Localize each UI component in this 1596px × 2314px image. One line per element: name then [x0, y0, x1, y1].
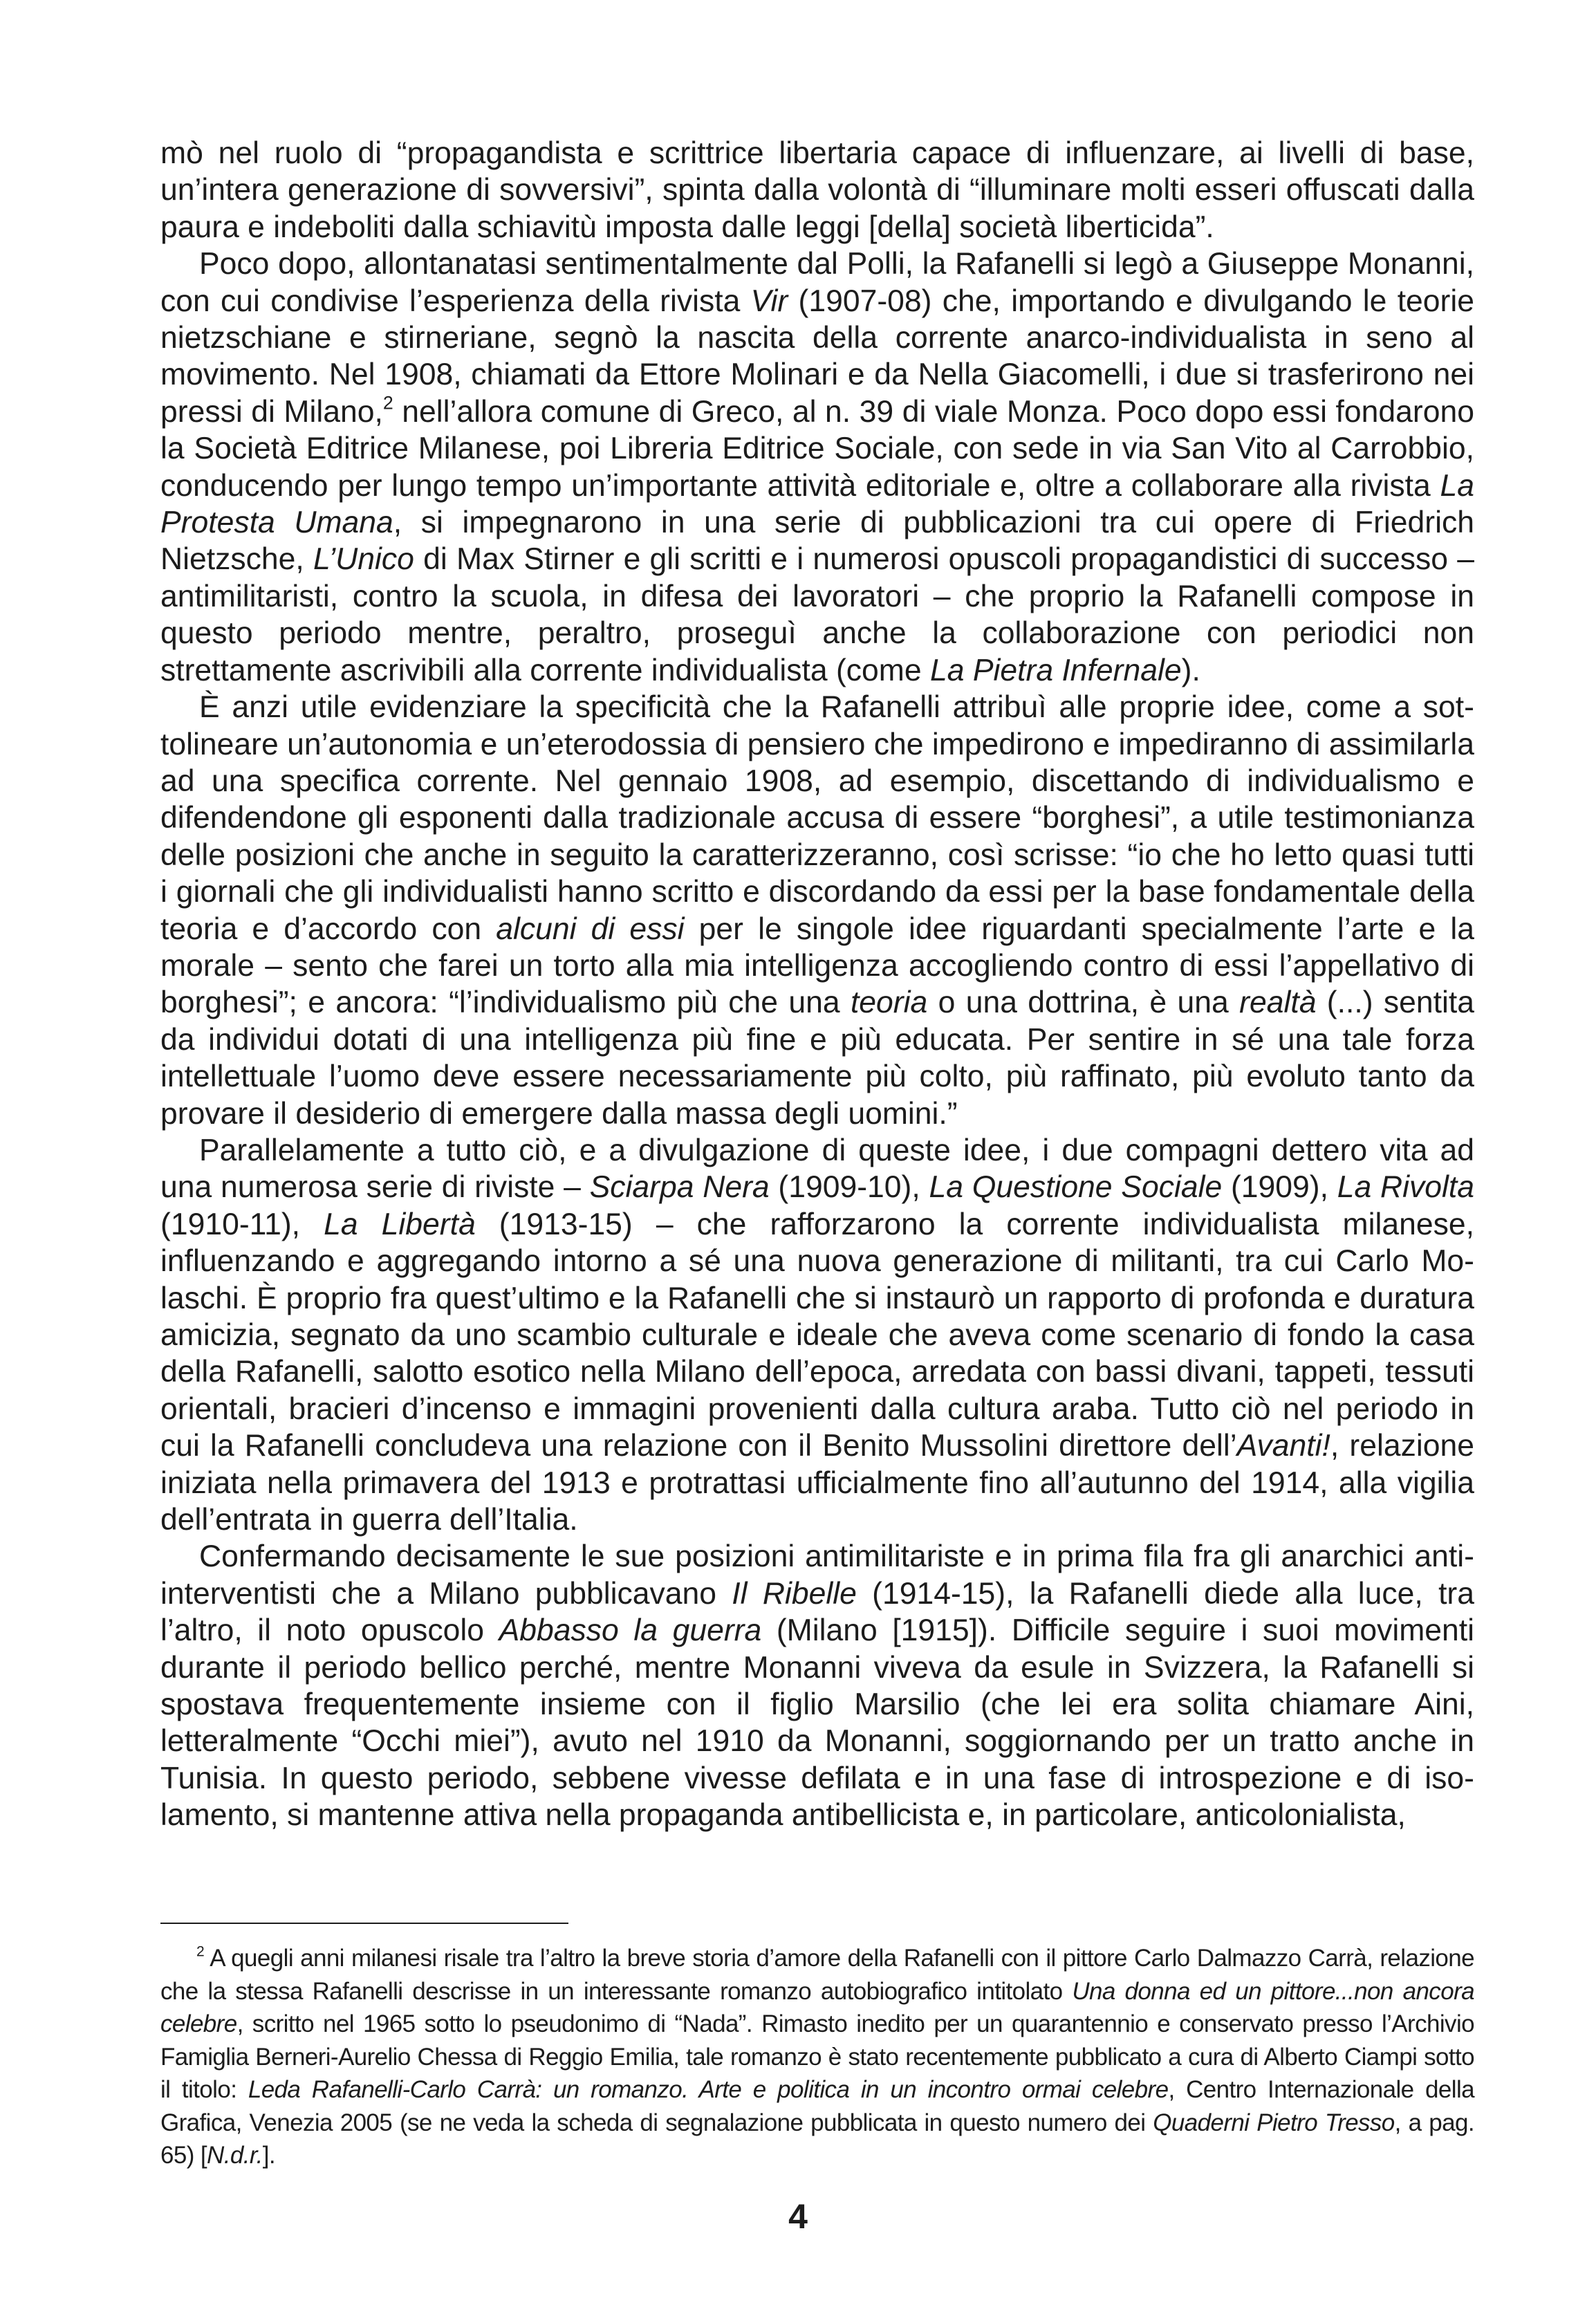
text-run: ].	[262, 2142, 275, 2169]
body-text	[160, 135, 1474, 1834]
text-run: (Milano [1915]). Difficile seguire i suoi movimenti durante il periodo bellico perché, mentre Monanni viveva da esule in Svizzera, la Rafanelli si spostava frequentemente insieme con il figlio Marsilio (che lei era solita chiamare Aini, letteralmente “Occhi miei”), avuto nel 1910 da Monanni, soggiornando per un tratto anche in Tunisia. In questo periodo, sebbene vivesse defilata e in una fase di introspezione e di isolamento, si mantenne attiva nella propaganda antibellicista e, in particolare, anticolonialista,	[160, 1613, 1475, 1833]
footnote-divider	[160, 1923, 568, 1924]
body-paragraph	[160, 689, 1474, 1132]
text-run: di Max Stirner e gli scritti e i numerosi opuscoli propagandistici di successo – antimilitaristi, contro la scuola, in difesa dei lavoratori – che proprio la Rafanelli compose in questo periodo mentre, peraltro, proseguì anche la collaborazione con periodici non strettamente ascrivibili alla corrente individualista (come	[160, 542, 1474, 687]
text-run: (1909-10),	[769, 1170, 929, 1205]
body-paragraph	[160, 1132, 1474, 1538]
footnote	[160, 1942, 1474, 2172]
italic-text-run: La Questione Sociale	[929, 1170, 1223, 1205]
text-run: , scritto nel 1965 sotto lo pseudonimo di “Nada”. Rimasto inedito per un quarantennio e conservato presso l’Archivio Famiglia Berneri-Aurelio Chessa di Reggio Emilia, tale romanzo è stato recentemente pubblicato a cura di Alberto Ciampi sotto il titolo:	[160, 2010, 1474, 2103]
text-run: È anzi utile evidenziare la specificità che la Rafanelli attribuì alle proprie idee, come a sottolineare un’autonomia e un’eterodossia di pensiero che impedirono e impediranno di assimilarla ad una specifica corrente. Nel gennaio 1908, ad esempio, discettando di individualismo e difendendone gli esponenti dalla tradizionale accusa di essere “borghesi”, a utile testimonianza delle posizioni che anche in seguito la caratterizzeranno, così scrisse: “io che ho letto quasi tutti i giornali che gli individualisti hanno scritto e discordando da essi per la base fondamentale della teoria e d’accordo con	[160, 690, 1474, 946]
text-run: ).	[1181, 653, 1200, 687]
italic-text-run: La Protesta Umana	[160, 468, 1474, 540]
italic-text-run: alcuni di essi	[496, 911, 685, 946]
italic-text-run: N.d.r.	[207, 2142, 263, 2169]
body-paragraph	[160, 1538, 1474, 1833]
footnote-marker: 2	[196, 1943, 205, 1960]
text-run: , a pag. 65) [	[160, 2109, 1474, 2169]
text-run: per le singole idee riguardanti specialmente l’arte e la morale – sento che farei un torto alla mia intelligenza accogliendo contro di essi l’appellativo di borghesi”; e ancora: “l’individualismo più che una	[160, 911, 1474, 1020]
italic-text-run: Leda Rafanelli-Carlo Carrà: un romanzo. Arte e politica in un incontro ormai celebre	[248, 2076, 1169, 2103]
text-run: (1913-15) – che rafforzarono la corrente individualista milanese, influenzando e aggregando intorno a sé una nuova generazione di militanti, tra cui Carlo Molaschi. È proprio fra quest’ultimo e la Rafanelli che si instaurò un rapporto di profonda e duratura amicizia, segnato da uno scambio culturale e ideale che aveva come scenario di fondo la casa della Rafanelli, salotto esotico nella Milano dell’epoca, arredata con bassi divani, tappeti, tessuti orientali, bracieri d’incenso e immagini provenienti dalla cultura araba. Tutto ciò nel periodo in cui la Rafanelli concludeva una relazione con il Benito Mussolini direttore dell’	[160, 1207, 1474, 1463]
text-run: (1907-08) che, importando e divulgando le teorie nietzschiane e stirneriane, segnò la nascita della corrente anarco-individualista in seno al movimento. Nel 1908, chiamati da Ettore Molinari e da Nella Giacomelli, i due si trasferirono nei pressi di Milano,	[160, 284, 1475, 429]
text-run: (1910-11),	[160, 1207, 324, 1241]
body-paragraph	[160, 246, 1474, 689]
text-run: A quegli anni milanesi risale tra l’altro la breve storia d’amore della Rafanelli con il pittore Carlo Dalmazzo Carrà, relazione che la stessa Rafanelli descrisse in un interessante romanzo autobiografico intitolato	[160, 1945, 1474, 2005]
text-run: , si impegnarono in una serie di pubblicazioni tra cui opere di Friedrich Nietzsche,	[160, 506, 1474, 577]
footnote-reference: 2	[382, 392, 393, 414]
italic-text-run: realtà	[1239, 985, 1317, 1020]
text-run: mò nel ruolo di “propagandista e scrittrice libertaria capace di influenzare, ai livelli di base, un’intera generazione di sovversivi”, spinta dalla volontà di “illuminare molti esseri offuscati dalla paura e indeboliti dalla schiavitù imposta dalle leggi [della] società liberticida”.	[160, 136, 1474, 244]
italic-text-run: Una donna ed un pittore...non ancora celebre	[160, 1977, 1474, 2037]
italic-text-run: Sciarpa Nera	[589, 1170, 770, 1205]
text-run: (...) sentita da individui dotati di una intelligenza più fine e più educata. Per sentire in sé una tale forza intellettuale l’uomo deve essere necessariamente più colto, più raffinato, più evoluto tanto da provare il desiderio di emergere dalla massa degli uomini.”	[160, 985, 1474, 1131]
italic-text-run: Abbasso la guerra	[499, 1613, 762, 1648]
italic-text-run: La Rivolta	[1337, 1170, 1474, 1205]
italic-text-run: La Pietra Infernale	[929, 653, 1182, 687]
text-run: , Centro Internazionale della Grafica, Venezia 2005 (se ne veda la scheda di segnalazione pubblicata in questo numero dei	[160, 2076, 1474, 2136]
italic-text-run: Il Ribelle	[732, 1576, 857, 1611]
text-run: , relazione iniziata nella primavera del 1913 e protrattasi ufficialmente fino all’autunno del 1914, alla vigilia dell’entrata in guerra dell’Italia.	[160, 1429, 1474, 1537]
italic-text-run: Vir	[750, 284, 788, 318]
text-run: Confermando decisamente le sue posizioni antimilitariste e in prima fila fra gli anarchici anti-interventisti che a Milano pubblicavano	[160, 1539, 1474, 1611]
italic-text-run: Quaderni Pietro Tresso	[1153, 2109, 1395, 2136]
text-run: o una dottrina, è una	[927, 985, 1240, 1020]
text-run: (1909),	[1222, 1170, 1337, 1205]
text-run: (1914-15), la Rafanelli diede alla luce, tra l’altro, il noto opuscolo	[160, 1576, 1474, 1648]
page-number: 4	[788, 2197, 808, 2236]
italic-text-run: La Libertà	[324, 1207, 476, 1241]
italic-text-run: L’Unico	[313, 542, 414, 577]
text-run: Parallelamente a tutto ciò, e a divulgazione di queste idee, i due compagni dettero vita ad una numerosa serie di riviste –	[160, 1133, 1474, 1205]
italic-text-run: teoria	[850, 985, 928, 1020]
text-run: Poco dopo, allontanatasi sentimentalmente dal Polli, la Rafanelli si legò a Giuseppe Monanni, con cui condivise l’esperienza della rivista	[160, 247, 1474, 318]
body-paragraph	[160, 135, 1474, 246]
text-run: nell’allora comune di Greco, al n. 39 di viale Monza. Poco dopo essi fondarono la Società Editrice Milanese, poi Libreria Editrice Sociale, con sede in via San Vito al Carrobbio, conducendo per lungo tempo un’importante attività editoriale e, oltre a collaborare alla rivista	[160, 394, 1474, 503]
italic-text-run: Avanti!	[1236, 1429, 1330, 1463]
